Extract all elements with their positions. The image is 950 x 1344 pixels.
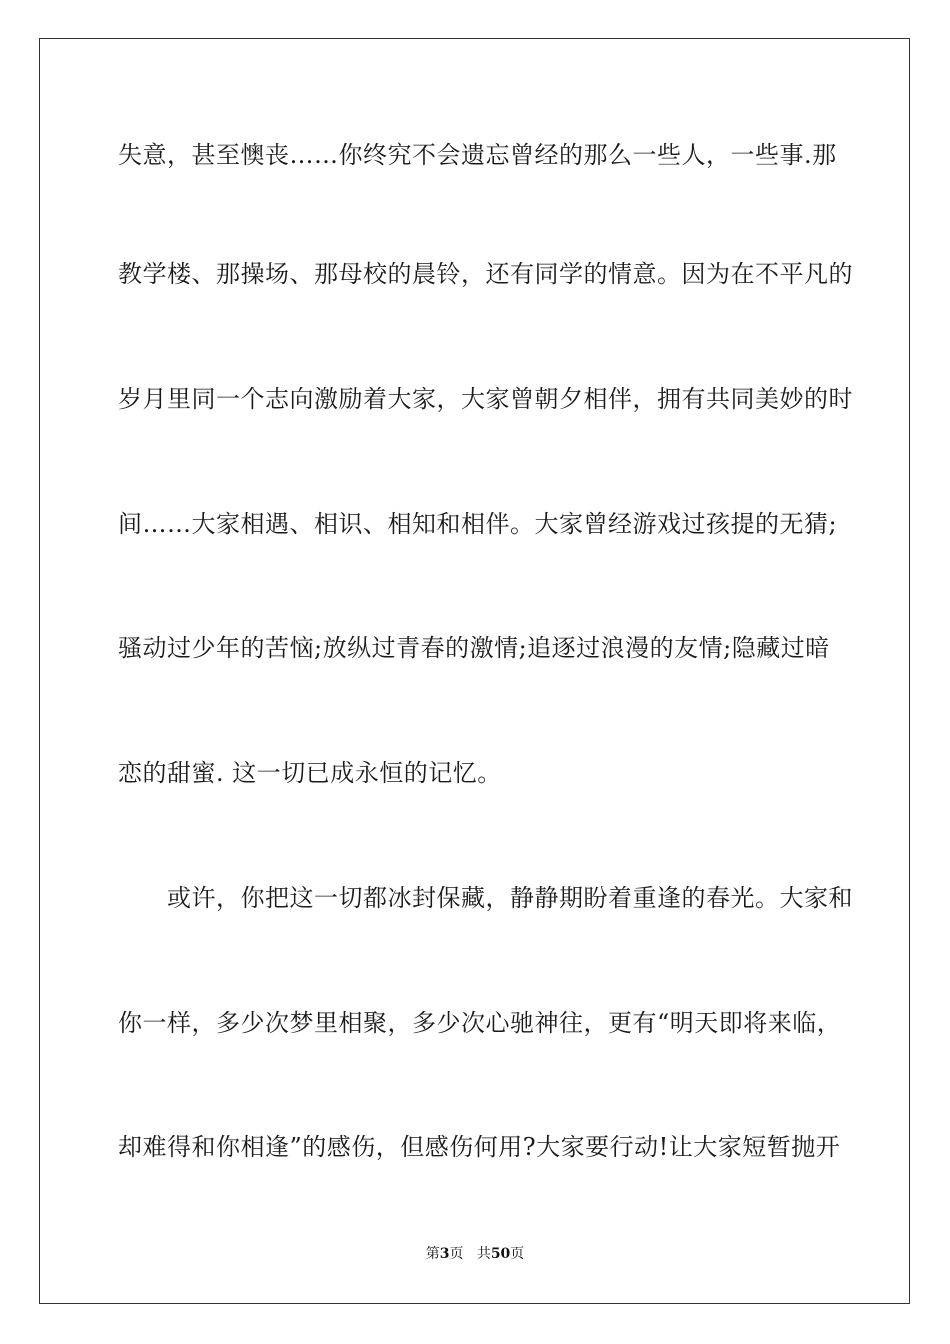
body-text-line-5: 骚动过少年的苦恼;放纵过青春的激情;追逐过浪漫的友情;隐藏过暗 [118, 634, 830, 662]
body-text-line-2: 教学楼、那操场、那母校的晨铃，还有同学的情意。因为在不平凡的 [118, 260, 853, 288]
page-footer [0, 1244, 950, 1264]
body-text-line-4: 间……大家相遇、相识、相知和相伴。大家曾经游戏过孩提的无猜; [118, 510, 838, 538]
body-text-line-9: 却难得和你相逢”的感伤，但感伤何用?大家要行动!让大家短暂抛开 [118, 1133, 841, 1161]
page-number: 3 [439, 1246, 450, 1262]
body-text-line-3: 岁月里同一个志向激励着大家，大家曾朝夕相伴，拥有共同美妙的时 [118, 385, 853, 413]
total-suffix: 页 [510, 1246, 525, 1262]
page-suffix: 页 [449, 1246, 464, 1262]
total-pages: 50 [490, 1246, 511, 1262]
page-prefix: 第 [425, 1246, 440, 1262]
total-prefix: 共 [476, 1246, 491, 1262]
body-text-line-8: 你一样，多少次梦里相聚，多少次心驰神往，更有“明天即将来临， [118, 1009, 842, 1037]
body-text-line-6: 恋的甜蜜. 这一切已成永恒的记忆。 [118, 759, 502, 787]
body-text-line-1: 失意，甚至懊丧……你终究不会遗忘曾经的那么一些人，一些事.那 [118, 141, 837, 169]
body-text-line-7: 或许，你把这一切都冰封保藏，静静期盼着重逢的春光。大家和 [118, 884, 853, 912]
page-border [39, 38, 910, 1304]
